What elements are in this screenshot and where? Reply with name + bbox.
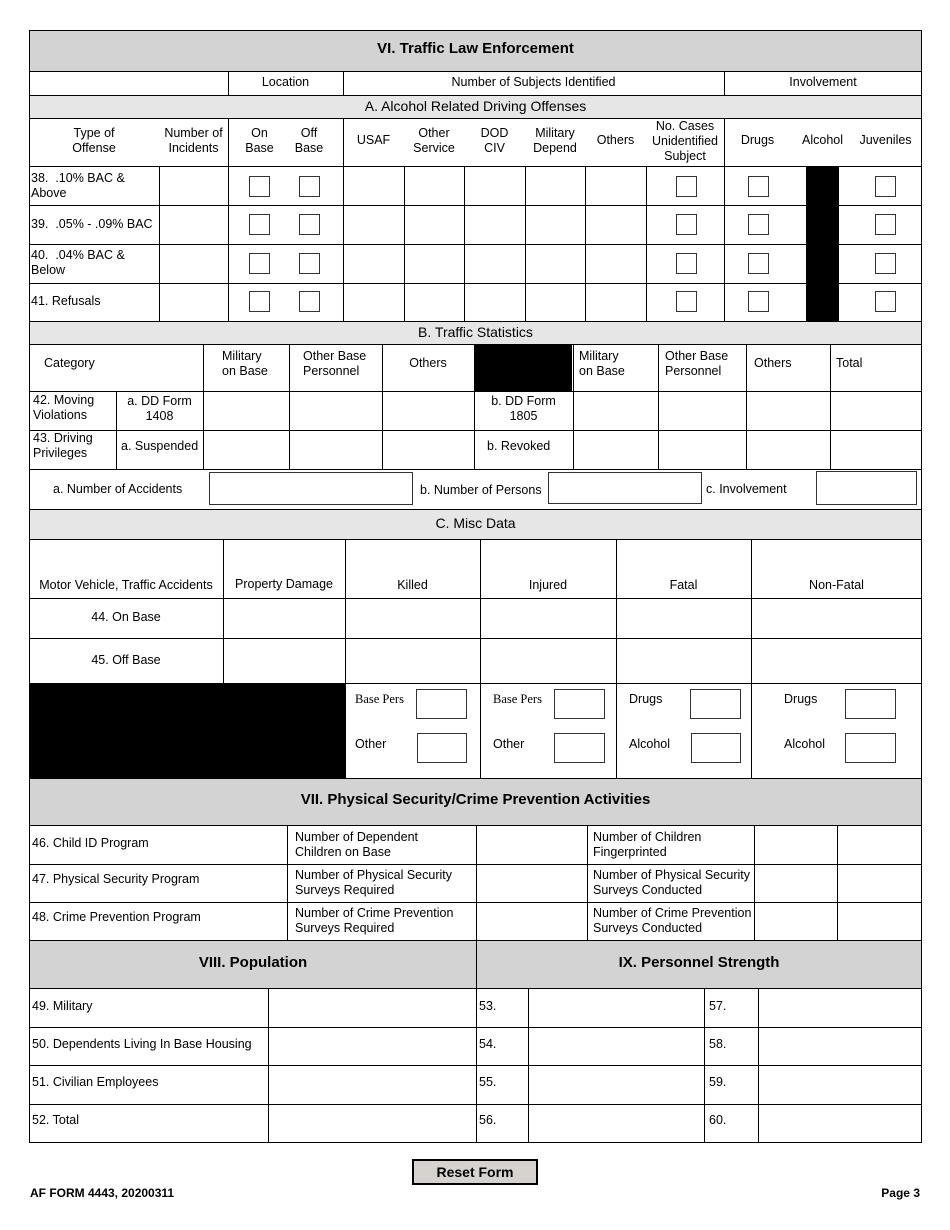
row-43-b: b. Revoked	[487, 439, 551, 453]
location-header: Location	[261, 75, 310, 89]
row-55-label: 55.	[479, 1075, 497, 1089]
row-46-label: 46. Child ID Program	[32, 836, 149, 850]
killed-other-input[interactable]	[417, 733, 467, 763]
row-52-label: 52. Total	[32, 1113, 80, 1127]
fatal-alcohol-input[interactable]	[691, 733, 741, 763]
checkbox-40-off-base[interactable]	[299, 253, 320, 274]
row-42-b: b. DD Form 1805	[491, 394, 556, 423]
accidents-label: a. Number of Accidents	[53, 482, 183, 496]
sub-a-title: A. Alcohol Related Driving Offenses	[364, 98, 587, 114]
col-drugs: Drugs	[740, 133, 775, 147]
sub-c-blackout	[30, 684, 345, 778]
injured-other-input[interactable]	[554, 733, 605, 763]
row-48-label: 48. Crime Prevention Program	[32, 910, 201, 924]
fatal-alcohol-label: Alcohol	[629, 737, 670, 751]
col-off-base: Off Base	[294, 126, 324, 155]
row-47-mid: Number of Physical Security Surveys Required	[295, 868, 453, 897]
col-b-mil-2: Military on Base	[579, 349, 625, 378]
row-40-label: 40. .04% BAC & Below	[31, 248, 125, 277]
accidents-input[interactable]	[209, 472, 413, 505]
fatal-drugs-input[interactable]	[690, 689, 741, 719]
sub-b-title: B. Traffic Statistics	[418, 324, 533, 340]
checkbox-41-on-base[interactable]	[249, 291, 270, 312]
involvement-input[interactable]	[816, 471, 917, 505]
section-8-title: VIII. Population	[198, 954, 308, 971]
subjects-header: Number of Subjects Identified	[451, 75, 616, 89]
col-b-total: Total	[836, 356, 863, 370]
section-9-title: IX. Personnel Strength	[618, 954, 780, 971]
nonfatal-drugs-label: Drugs	[784, 692, 818, 706]
section-6-title: VI. Traffic Law Enforcement	[377, 40, 574, 57]
col-property-damage: Property Damage	[235, 577, 333, 591]
injured-base-pers-label: Base Pers	[493, 692, 542, 706]
row-44-label: 44. On Base	[91, 610, 161, 624]
row-46-right: Number of Children Fingerprinted	[593, 830, 702, 859]
checkbox-40-no-cases[interactable]	[676, 253, 697, 274]
col-type-offense: Type of Offense	[72, 126, 116, 155]
involvement-label: c. Involvement	[706, 482, 787, 496]
row-42-label: 42. Moving Violations	[33, 393, 95, 422]
nonfatal-alcohol-input[interactable]	[845, 733, 896, 763]
row-51-label: 51. Civilian Employees	[32, 1075, 159, 1089]
checkbox-38-on-base[interactable]	[249, 176, 270, 197]
row-38-label: 38. .10% BAC & Above	[31, 171, 125, 200]
col-other-service: Other Service	[413, 126, 455, 155]
nonfatal-alcohol-label: Alcohol	[784, 737, 825, 751]
col-b-mil-1: Military on Base	[222, 349, 268, 378]
col-on-base: On Base	[245, 126, 274, 155]
checkbox-41-no-cases[interactable]	[676, 291, 697, 312]
checkbox-38-drugs[interactable]	[748, 176, 769, 197]
page-number: Page 3	[881, 1186, 920, 1200]
involvement-header: Involvement	[789, 75, 857, 89]
col-b-others-1: Others	[409, 356, 447, 370]
checkbox-40-drugs[interactable]	[748, 253, 769, 274]
section-7-title: VII. Physical Security/Crime Prevention Activities	[300, 791, 651, 808]
row-48-right: Number of Crime Prevention Surveys Conducted	[593, 906, 752, 935]
killed-base-pers-label: Base Pers	[355, 692, 404, 706]
fatal-drugs-label: Drugs	[629, 692, 663, 706]
persons-input[interactable]	[548, 472, 702, 504]
checkbox-38-no-cases[interactable]	[676, 176, 697, 197]
col-killed: Killed	[397, 578, 428, 592]
sub-c-title: C. Misc Data	[435, 515, 516, 531]
injured-base-pers-input[interactable]	[554, 689, 605, 719]
col-usaf: USAF	[356, 133, 391, 147]
row-46-mid: Number of Dependent Children on Base	[295, 830, 418, 859]
row-49-label: 49. Military	[32, 999, 93, 1013]
checkbox-39-juveniles[interactable]	[875, 214, 896, 235]
killed-other-label: Other	[355, 737, 387, 751]
row-57-label: 57.	[709, 999, 727, 1013]
checkbox-39-no-cases[interactable]	[676, 214, 697, 235]
row-42-a: a. DD Form 1408	[127, 394, 192, 423]
row-54-label: 54.	[479, 1037, 497, 1051]
checkbox-41-juveniles[interactable]	[875, 291, 896, 312]
checkbox-41-off-base[interactable]	[299, 291, 320, 312]
checkbox-41-drugs[interactable]	[748, 291, 769, 312]
checkbox-40-juveniles[interactable]	[875, 253, 896, 274]
col-fatal: Fatal	[669, 578, 698, 592]
col-mil-depend: Military Depend	[533, 126, 577, 155]
col-non-fatal: Non-Fatal	[809, 578, 864, 592]
row-50-label: 50. Dependents Living In Base Housing	[32, 1037, 252, 1051]
checkbox-38-juveniles[interactable]	[875, 176, 896, 197]
col-alcohol: Alcohol	[802, 133, 843, 147]
row-45-label: 45. Off Base	[91, 653, 161, 667]
persons-label: b. Number of Persons	[420, 483, 542, 497]
form-number: AF FORM 4443, 20200311	[30, 1186, 175, 1200]
row-39-label: 39. .05% - .09% BAC	[31, 217, 153, 231]
row-53-label: 53.	[479, 999, 497, 1013]
col-category: Category	[44, 356, 95, 370]
row-47-right: Number of Physical Security Surveys Conducted	[593, 868, 751, 897]
col-b-others-2: Others	[754, 356, 792, 370]
row-43-a: a. Suspended	[121, 439, 199, 453]
checkbox-39-on-base[interactable]	[249, 214, 270, 235]
sub-b-blackout	[475, 345, 572, 391]
row-58-label: 58.	[709, 1037, 727, 1051]
nonfatal-drugs-input[interactable]	[845, 689, 896, 719]
col-b-obp-1: Other Base Personnel	[303, 349, 367, 378]
col-dod-civ: DOD CIV	[480, 126, 509, 155]
alcohol-blackout	[806, 167, 838, 321]
col-b-obp-2: Other Base Personnel	[665, 349, 729, 378]
checkbox-40-on-base[interactable]	[249, 253, 270, 274]
killed-base-pers-input[interactable]	[416, 689, 467, 719]
checkbox-38-off-base[interactable]	[299, 176, 320, 197]
checkbox-39-off-base[interactable]	[299, 214, 320, 235]
checkbox-39-drugs[interactable]	[748, 214, 769, 235]
col-juveniles: Juveniles	[859, 133, 912, 147]
col-no-cases: No. Cases Unidentified Subject	[651, 119, 718, 163]
col-injured: Injured	[528, 578, 568, 592]
row-41-label: 41. Refusals	[31, 294, 101, 308]
injured-other-label: Other	[493, 737, 525, 751]
row-43-label: 43. Driving Privileges	[33, 431, 93, 460]
col-others: Others	[596, 133, 635, 147]
row-60-label: 60.	[709, 1113, 727, 1127]
row-59-label: 59.	[709, 1075, 727, 1089]
row-48-mid: Number of Crime Prevention Surveys Required	[295, 906, 454, 935]
row-56-label: 56.	[479, 1113, 497, 1127]
row-47-label: 47. Physical Security Program	[32, 872, 200, 886]
col-incidents: Number of Incidents	[164, 126, 223, 155]
col-mv-accidents: Motor Vehicle, Traffic Accidents	[39, 578, 213, 592]
reset-form-button[interactable]: Reset Form	[412, 1159, 538, 1185]
